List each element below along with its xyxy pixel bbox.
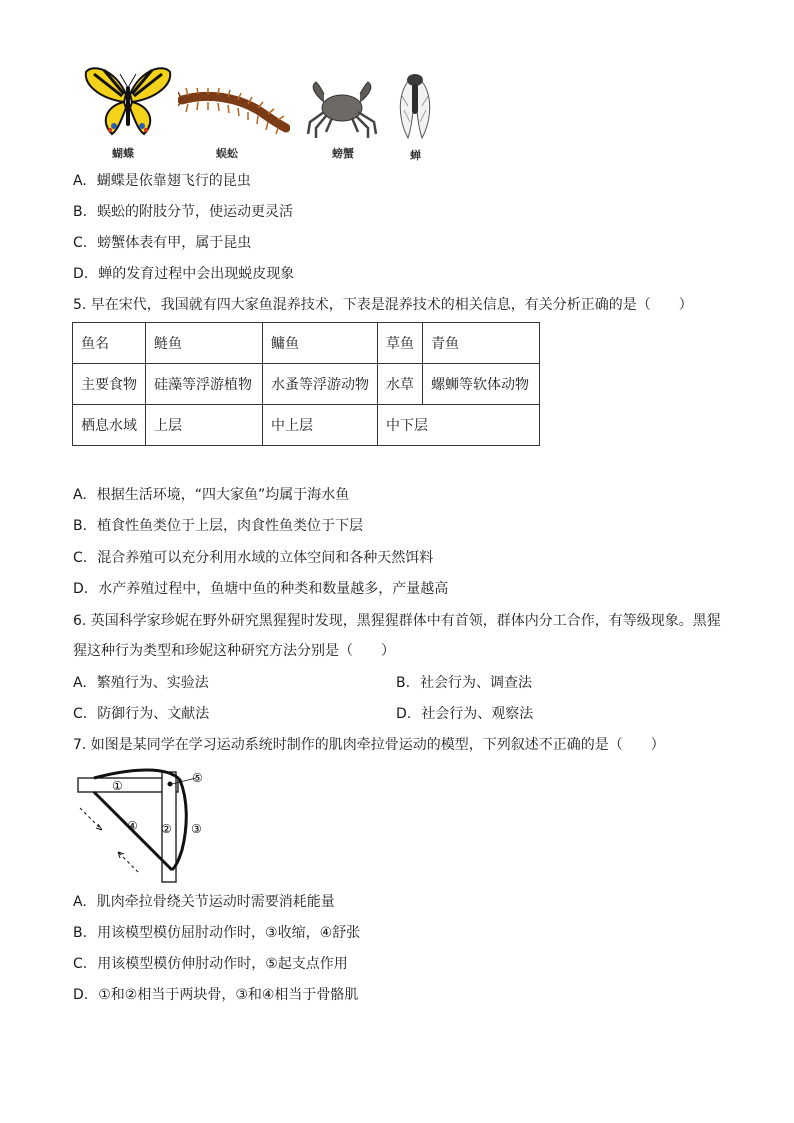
table-cell: 主要食物: [73, 364, 146, 405]
animal-caption-centipede: 蜈蚣: [216, 147, 238, 160]
table-cell: 上层: [146, 405, 263, 446]
animal-caption-cicada: 蝉: [410, 149, 421, 162]
table-cell: 水草: [378, 364, 423, 405]
q7-stem: 7. 如图是某同学在学习运动系统时制作的肌肉牵拉骨运动的模型，下列叙述不正确的是（ ）: [73, 737, 665, 753]
q4-option-b[interactable]: B. 蜈蚣的附肢分节，使运动更灵活: [73, 204, 294, 220]
q6-option-a[interactable]: A. 繁殖行为、实验法: [73, 675, 209, 691]
fish-table: [72, 322, 540, 446]
label-4: ④: [127, 819, 138, 833]
table-cell: 草鱼: [378, 323, 423, 364]
table-cell: 硅藻等浮游植物: [146, 364, 263, 405]
label-1: ①: [112, 779, 123, 793]
table-cell: 青鱼: [423, 323, 540, 364]
label-2: ②: [161, 822, 172, 836]
cicada-icon: [394, 66, 436, 142]
centipede-icon: [178, 88, 290, 134]
q5-option-a[interactable]: A. 根据生活环境，“四大家鱼”均属于海水鱼: [73, 487, 350, 503]
q6-option-d[interactable]: D. 社会行为、观察法: [396, 706, 534, 722]
joint-5-shape: [168, 782, 173, 787]
label-5: ⑤: [192, 771, 203, 785]
table-row: [73, 323, 540, 364]
animal-caption-butterfly: 蝴蝶: [112, 147, 134, 160]
table-row: [73, 405, 540, 446]
table-cell: 栖息水域: [73, 405, 146, 446]
q6-stem-line1: 6. 英国科学家珍妮在野外研究黑猩猩时发现，黑猩猩群体中有首领，群体内分工合作，有等级现象。黑猩: [73, 613, 721, 629]
animal-caption-crab: 螃蟹: [332, 147, 354, 160]
q5-option-b[interactable]: B. 植食性鱼类位于上层，肉食性鱼类位于下层: [73, 518, 364, 534]
q6-option-c[interactable]: C. 防御行为、文献法: [73, 706, 210, 722]
q4-option-d[interactable]: D. 蝉的发育过程中会出现蜕皮现象: [73, 266, 295, 282]
butterfly-icon: [84, 64, 172, 138]
q4-option-c[interactable]: C. 螃蟹体表有甲，属于昆虫: [73, 235, 252, 251]
label-3: ③: [191, 822, 202, 836]
crab-icon: [304, 78, 380, 140]
q4-option-a[interactable]: A. 蝴蝶是依靠翅飞行的昆虫: [73, 173, 251, 189]
q7-option-b[interactable]: B. 用该模型模仿屈肘动作时，③收缩，④舒张: [73, 925, 361, 941]
q5-option-c[interactable]: C. 混合养殖可以充分利用水域的立体空间和各种天然饵料: [73, 550, 434, 566]
table-cell: 中下层: [378, 405, 540, 446]
muscle-model-diagram: [72, 766, 222, 884]
q7-option-d[interactable]: D. ①和②相当于两块骨，③和④相当于骨骼肌: [73, 987, 359, 1003]
q6-stem-line2: 猩这种行为类型和珍妮这种研究方法分别是（ ）: [73, 643, 395, 659]
q7-option-c[interactable]: C. 用该模型模仿伸肘动作时，⑤起支点作用: [73, 956, 348, 972]
table-cell: 中上层: [263, 405, 378, 446]
table-cell: 鳙鱼: [263, 323, 378, 364]
q5-option-d[interactable]: D. 水产养殖过程中，鱼塘中鱼的种类和数量越多，产量越高: [73, 581, 449, 597]
q7-option-a[interactable]: A. 肌肉牵拉骨绕关节运动时需要消耗能量: [73, 894, 335, 910]
q6-option-b[interactable]: B. 社会行为、调查法: [396, 675, 533, 691]
table-row: [73, 364, 540, 405]
table-cell: 螺蛳等软体动物: [423, 364, 540, 405]
q5-stem: 5. 早在宋代，我国就有四大家鱼混养技术，下表是混养技术的相关信息，有关分析正确的是（ ）: [73, 297, 693, 313]
table-cell: 鲢鱼: [146, 323, 263, 364]
table-cell: 鱼名: [73, 323, 146, 364]
table-cell: 水蚤等浮游动物: [263, 364, 378, 405]
